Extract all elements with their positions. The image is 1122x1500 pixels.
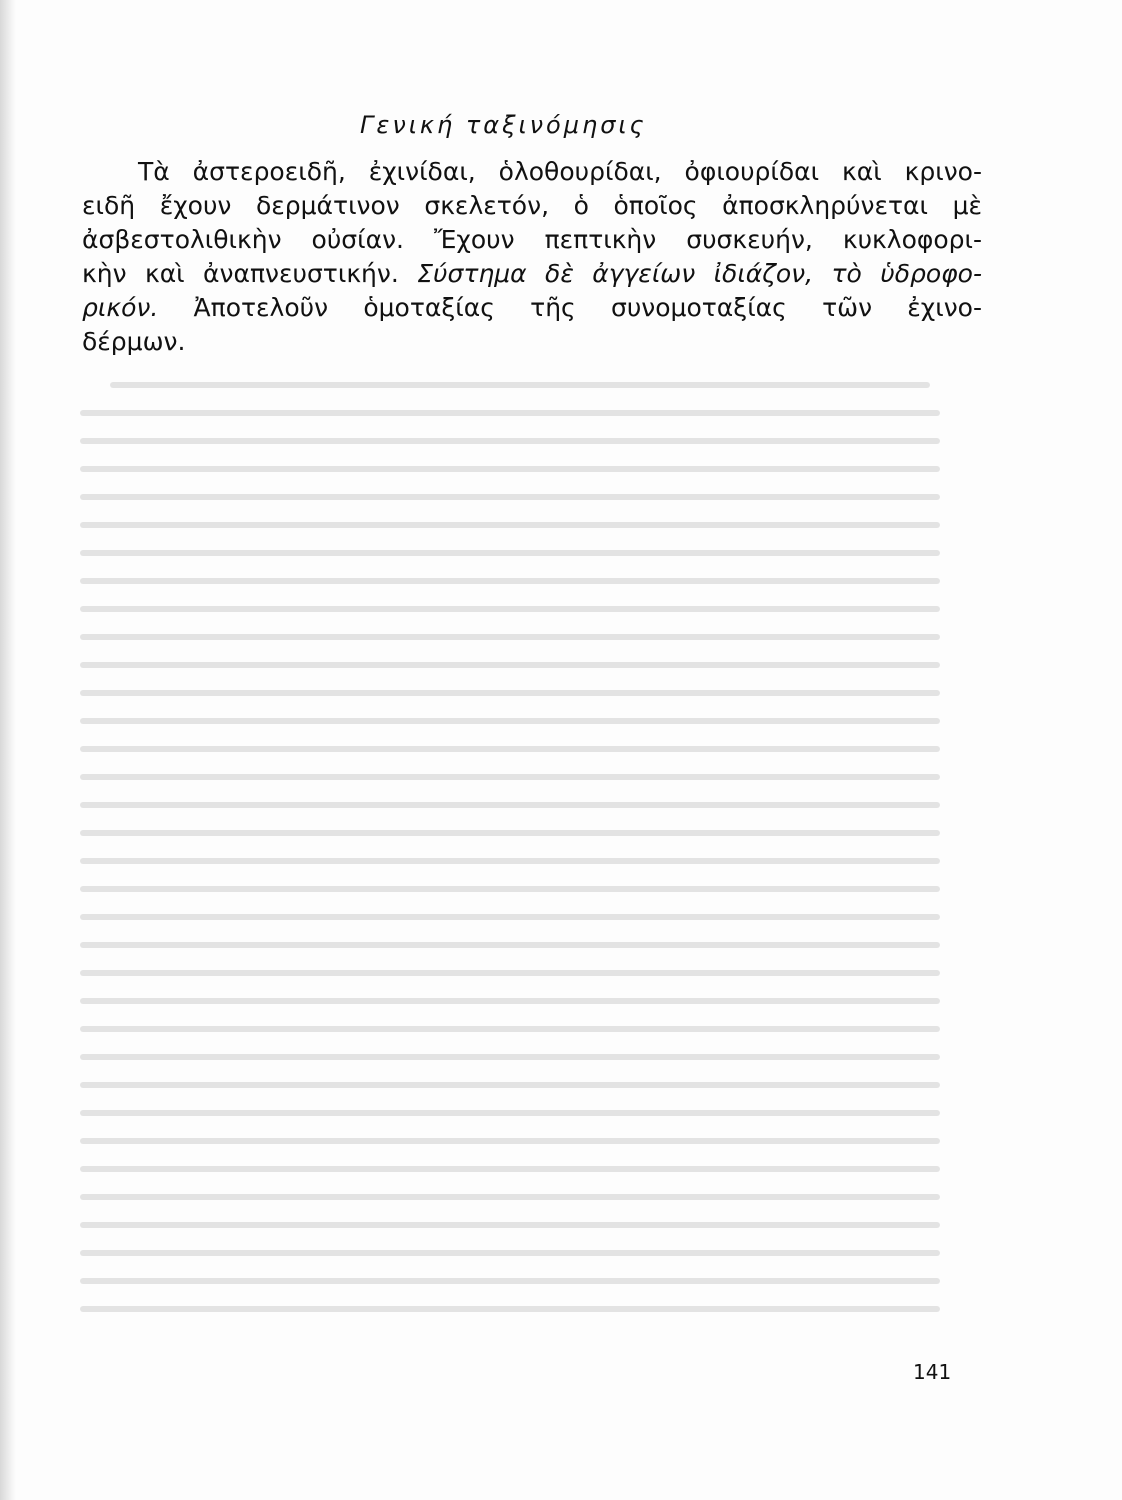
- paragraph-line: [82, 189, 982, 223]
- italic-text-run: Σύστημα δὲ ἀγγείων ἰδιάζον, τὸ ὑδροφο-: [417, 259, 982, 288]
- text-run: Τὰ ἀστεροειδῆ, ἐχινίδαι, ὁλοθουρίδαι, ὀφιουρίδαι καὶ κρινο-: [138, 157, 982, 186]
- section-heading: Γενική ταξινόμησις: [360, 111, 647, 139]
- page-number: 141: [913, 1360, 952, 1384]
- show-through-texture: [70, 378, 980, 1338]
- binding-shadow: [0, 0, 16, 1500]
- paragraph-line: [82, 257, 982, 291]
- body-paragraph: [82, 155, 982, 359]
- paragraph-line: [82, 223, 982, 257]
- text-run: δέρμων.: [82, 327, 186, 356]
- italic-text-run: ρικόν.: [82, 293, 159, 322]
- paragraph-line: [82, 155, 982, 189]
- text-run: Ἀποτελοῦν ὁμοταξίας τῆς συνομοταξίας τῶν ἐχινο-: [158, 293, 982, 322]
- text-run: ειδῆ ἔχουν δερμάτινον σκελετόν, ὁ ὁποῖος ἀποσκληρύνεται μὲ: [82, 191, 982, 220]
- text-run: κὴν καὶ ἀναπνευστικήν.: [82, 259, 418, 288]
- text-run: ἀσβεστολιθικὴν οὐσίαν. Ἔχουν πεπτικὴν συσκευήν, κυκλοφορι-: [82, 225, 982, 254]
- paragraph-line: [82, 325, 982, 359]
- paragraph-line: [82, 291, 982, 325]
